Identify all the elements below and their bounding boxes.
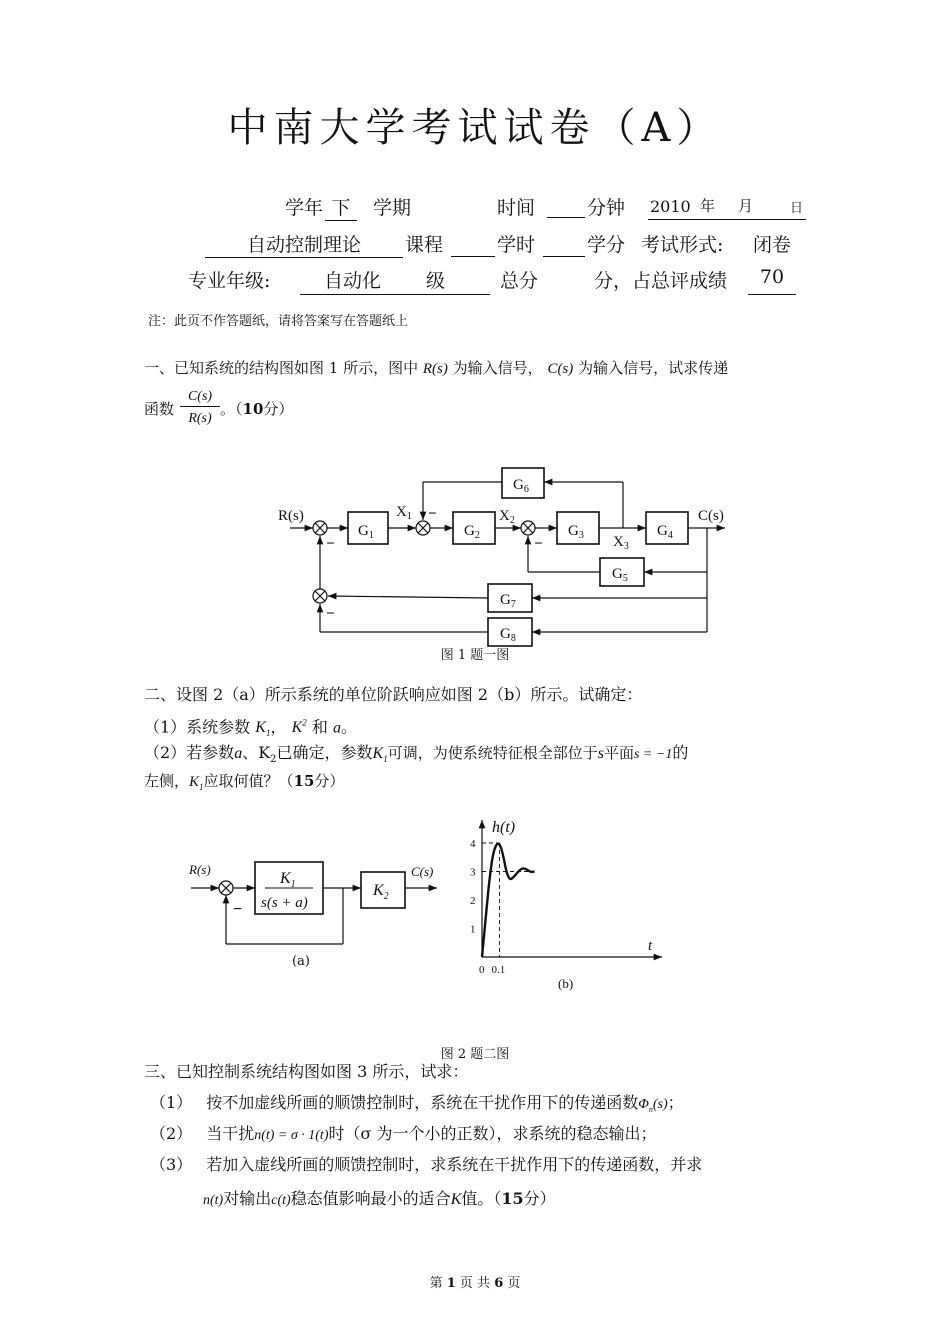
month-label: 月 <box>738 197 754 215</box>
fig2a-tf-den: s(s + a) <box>261 895 308 911</box>
academic-year-label: 学年 <box>285 197 324 219</box>
q2-line-3: （2）若参数a、$K_2$已确定，参数$K_1$可调，为使系统特征根全部位于s平面s = −1的 <box>144 743 689 766</box>
block-g4: $G_4$ <box>657 523 673 541</box>
figure-2a-block-diagram <box>185 852 445 972</box>
q3-item-1: （1） 按不加虚线所画的顺馈控制时，系统在干扰作用下的传递函数$\Phi_n(s)$； <box>150 1093 684 1114</box>
figure-2b-step-response <box>462 812 672 992</box>
major-value: 自动化 <box>324 270 382 292</box>
block-g7: $G_7$ <box>500 592 516 610</box>
q1-frac-den: R(s) <box>188 411 212 426</box>
q3-line-1: 三、已知控制系统结构图如图 3 所示，试求： <box>144 1062 469 1081</box>
weight-label: 分，占总评成绩 <box>594 270 728 292</box>
fig1-minus: − <box>534 536 543 552</box>
year-value: 2010 <box>650 197 691 216</box>
q3-item-3-cont: n(t)对输出c(t)稳态值影响最小的适合K值。（15分） <box>203 1189 556 1208</box>
fig2a-tf-num: $K_1$ <box>280 870 296 890</box>
y-tick-label: 3 <box>470 866 476 879</box>
q1-points: 。（10分） <box>220 400 294 418</box>
x-tick-label: 0.1 <box>491 964 506 976</box>
y-tick-label: 4 <box>470 838 476 850</box>
course-name: 自动控制理论 <box>205 230 403 258</box>
term-label: 学期 <box>373 197 412 219</box>
q2-line-2: （1）系统参数 $K_1$， $K^2$ 和 a。 <box>144 717 357 739</box>
header-line-2 <box>205 230 805 260</box>
exam-form-value: 闭卷 <box>753 234 792 256</box>
hours-blank <box>451 230 495 257</box>
block-g5: $G_5$ <box>612 566 628 584</box>
q1-text: 为输入信号，试求传递 <box>578 359 729 377</box>
q3-item-3: （3） 若加入虚线所画的顺馈控制时，求系统在干扰作用下的传递函数，并求 <box>150 1155 703 1174</box>
day-label: 日 <box>790 201 804 216</box>
minutes-label: 分钟 <box>587 197 626 219</box>
step-response-curve <box>482 844 535 957</box>
block-g3: $G_3$ <box>568 523 584 541</box>
fig2a-C-label: C(s) <box>411 864 434 879</box>
credits-blank <box>543 230 585 257</box>
q1-line-2 <box>144 388 444 438</box>
fig2a-k2: $K_2$ <box>373 882 389 902</box>
year-label: 年 <box>700 197 716 215</box>
q2-line-4: 左侧，$K_1$应取何值？（15分） <box>144 772 345 792</box>
fig2a-label: (a) <box>292 954 310 969</box>
y-tick-label: 1 <box>470 923 476 936</box>
fig1-minus: − <box>326 536 335 552</box>
time-label: 时间 <box>497 197 536 219</box>
major-field <box>300 266 490 295</box>
fig1-x2: $X_2$ <box>499 508 515 526</box>
header-line-1 <box>285 193 815 221</box>
q1-text: 函数 <box>144 400 175 418</box>
block-g8: $G_8$ <box>500 626 516 644</box>
block-g2: $G_2$ <box>464 523 480 541</box>
total-score-label: 总分 <box>500 270 539 292</box>
time-blank <box>547 193 585 218</box>
fig2b-ylabel: h(t) <box>492 819 516 836</box>
figure-2-caption: 图 2 题二图 <box>440 1047 510 1062</box>
block-g1: $G_1$ <box>358 523 374 541</box>
fig1-C-label: C(s) <box>698 508 724 524</box>
y-tick-label: 2 <box>470 895 476 907</box>
date-field <box>648 197 806 220</box>
x-tick-label: 0 <box>479 964 485 976</box>
q1-line-1 <box>144 357 814 380</box>
credits-label: 学分 <box>587 234 626 256</box>
figure-1-caption: 图 1 题一图 <box>440 648 510 663</box>
hours-label: 学时 <box>497 234 536 256</box>
fig1-x3: $X_3$ <box>613 534 629 552</box>
fig2b-xlabel: t <box>648 938 653 954</box>
page-footer: 第 1 页 共 6 页 <box>429 1276 521 1291</box>
term-value: 下 <box>325 193 357 221</box>
q2-line-1: 二、设图 2（a）所示系统的单位阶跃响应如图 2（b）所示。试确定： <box>144 685 643 704</box>
q1-text: 为输入信号， <box>452 359 543 377</box>
fig2a-R-label: R(s) <box>189 862 211 877</box>
q2-K1: $K_1$ <box>255 719 271 739</box>
fig2b-label: (b) <box>558 976 574 991</box>
q1-text: 一、已知系统的结构图如图 1 所示，图中 <box>144 359 419 377</box>
fig1-x1: $X_1$ <box>396 504 412 522</box>
major-label: 专业年级: <box>188 270 271 292</box>
q1-R: R(s) <box>422 361 448 377</box>
page-title: 中南大学考试试卷（A） <box>227 105 723 151</box>
fig1-minus: − <box>326 606 335 622</box>
q3-item-2: （2） 当干扰n(t) = σ · 1(t)时（σ 为一个小的正数），求系统的稳态输出； <box>150 1124 657 1143</box>
header-line-3 <box>188 266 808 298</box>
exam-form-label: 考试形式: <box>641 234 724 256</box>
note: 注：此页不作答题纸，请将答案写在答题纸上 <box>148 314 409 329</box>
course-label: 课程 <box>405 234 444 256</box>
figure-1-block-diagram <box>270 462 740 662</box>
weight-value: 70 <box>748 266 796 295</box>
fig1-R-label: R(s) <box>278 508 304 524</box>
block-g6: $G_6$ <box>513 477 529 495</box>
fig1-minus: − <box>428 506 437 522</box>
fig2a-minus: − <box>233 901 243 918</box>
q1-C: C(s) <box>547 361 574 377</box>
grade-label: 级 <box>426 270 446 292</box>
q1-frac-num: C(s) <box>180 388 220 407</box>
q2-K2: $K^2$ <box>291 718 307 737</box>
